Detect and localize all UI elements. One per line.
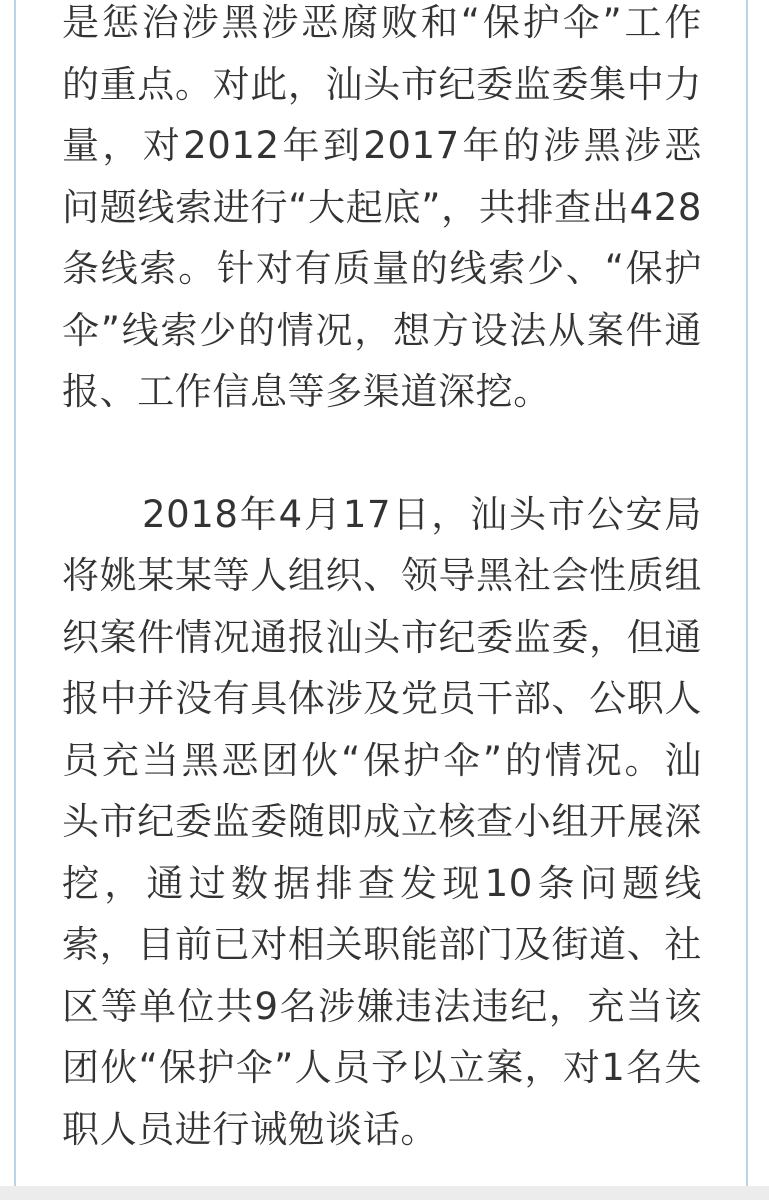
article-paragraph: 是惩治涉黑涉恶腐败和“保护伞”工作的重点。对此，汕头市纪委监委集中力量，对2012年到2017年的涉黑涉恶问题线索进行“大起底”，共排查出428条线索。针对有质量的线索少、“保护伞”线索少的情况，想方设法从案件通报、工作信息等多渠道深挖。: [62, 1, 702, 413]
article-body: [62, 0, 702, 1160]
article-paragraph: 2018年4月17日，汕头市公安局将姚某某等人组织、领导黑社会性质组织案件情况通报汕头市纪委监委，但通报中并没有具体涉及党员干部、公职人员充当黑恶团伙“保护伞”的情况。汕头市纪委监委随即成立核查小组开展深挖，通过数据排查发现10条问题线索，目前已对相关职能部门及街道、社区等单位共9名涉嫌违法违纪，充当该团伙“保护伞”人员予以立案，对1名失职人员进行诫勉谈话。: [62, 492, 702, 1151]
bottom-scroll-edge: [0, 1186, 769, 1200]
